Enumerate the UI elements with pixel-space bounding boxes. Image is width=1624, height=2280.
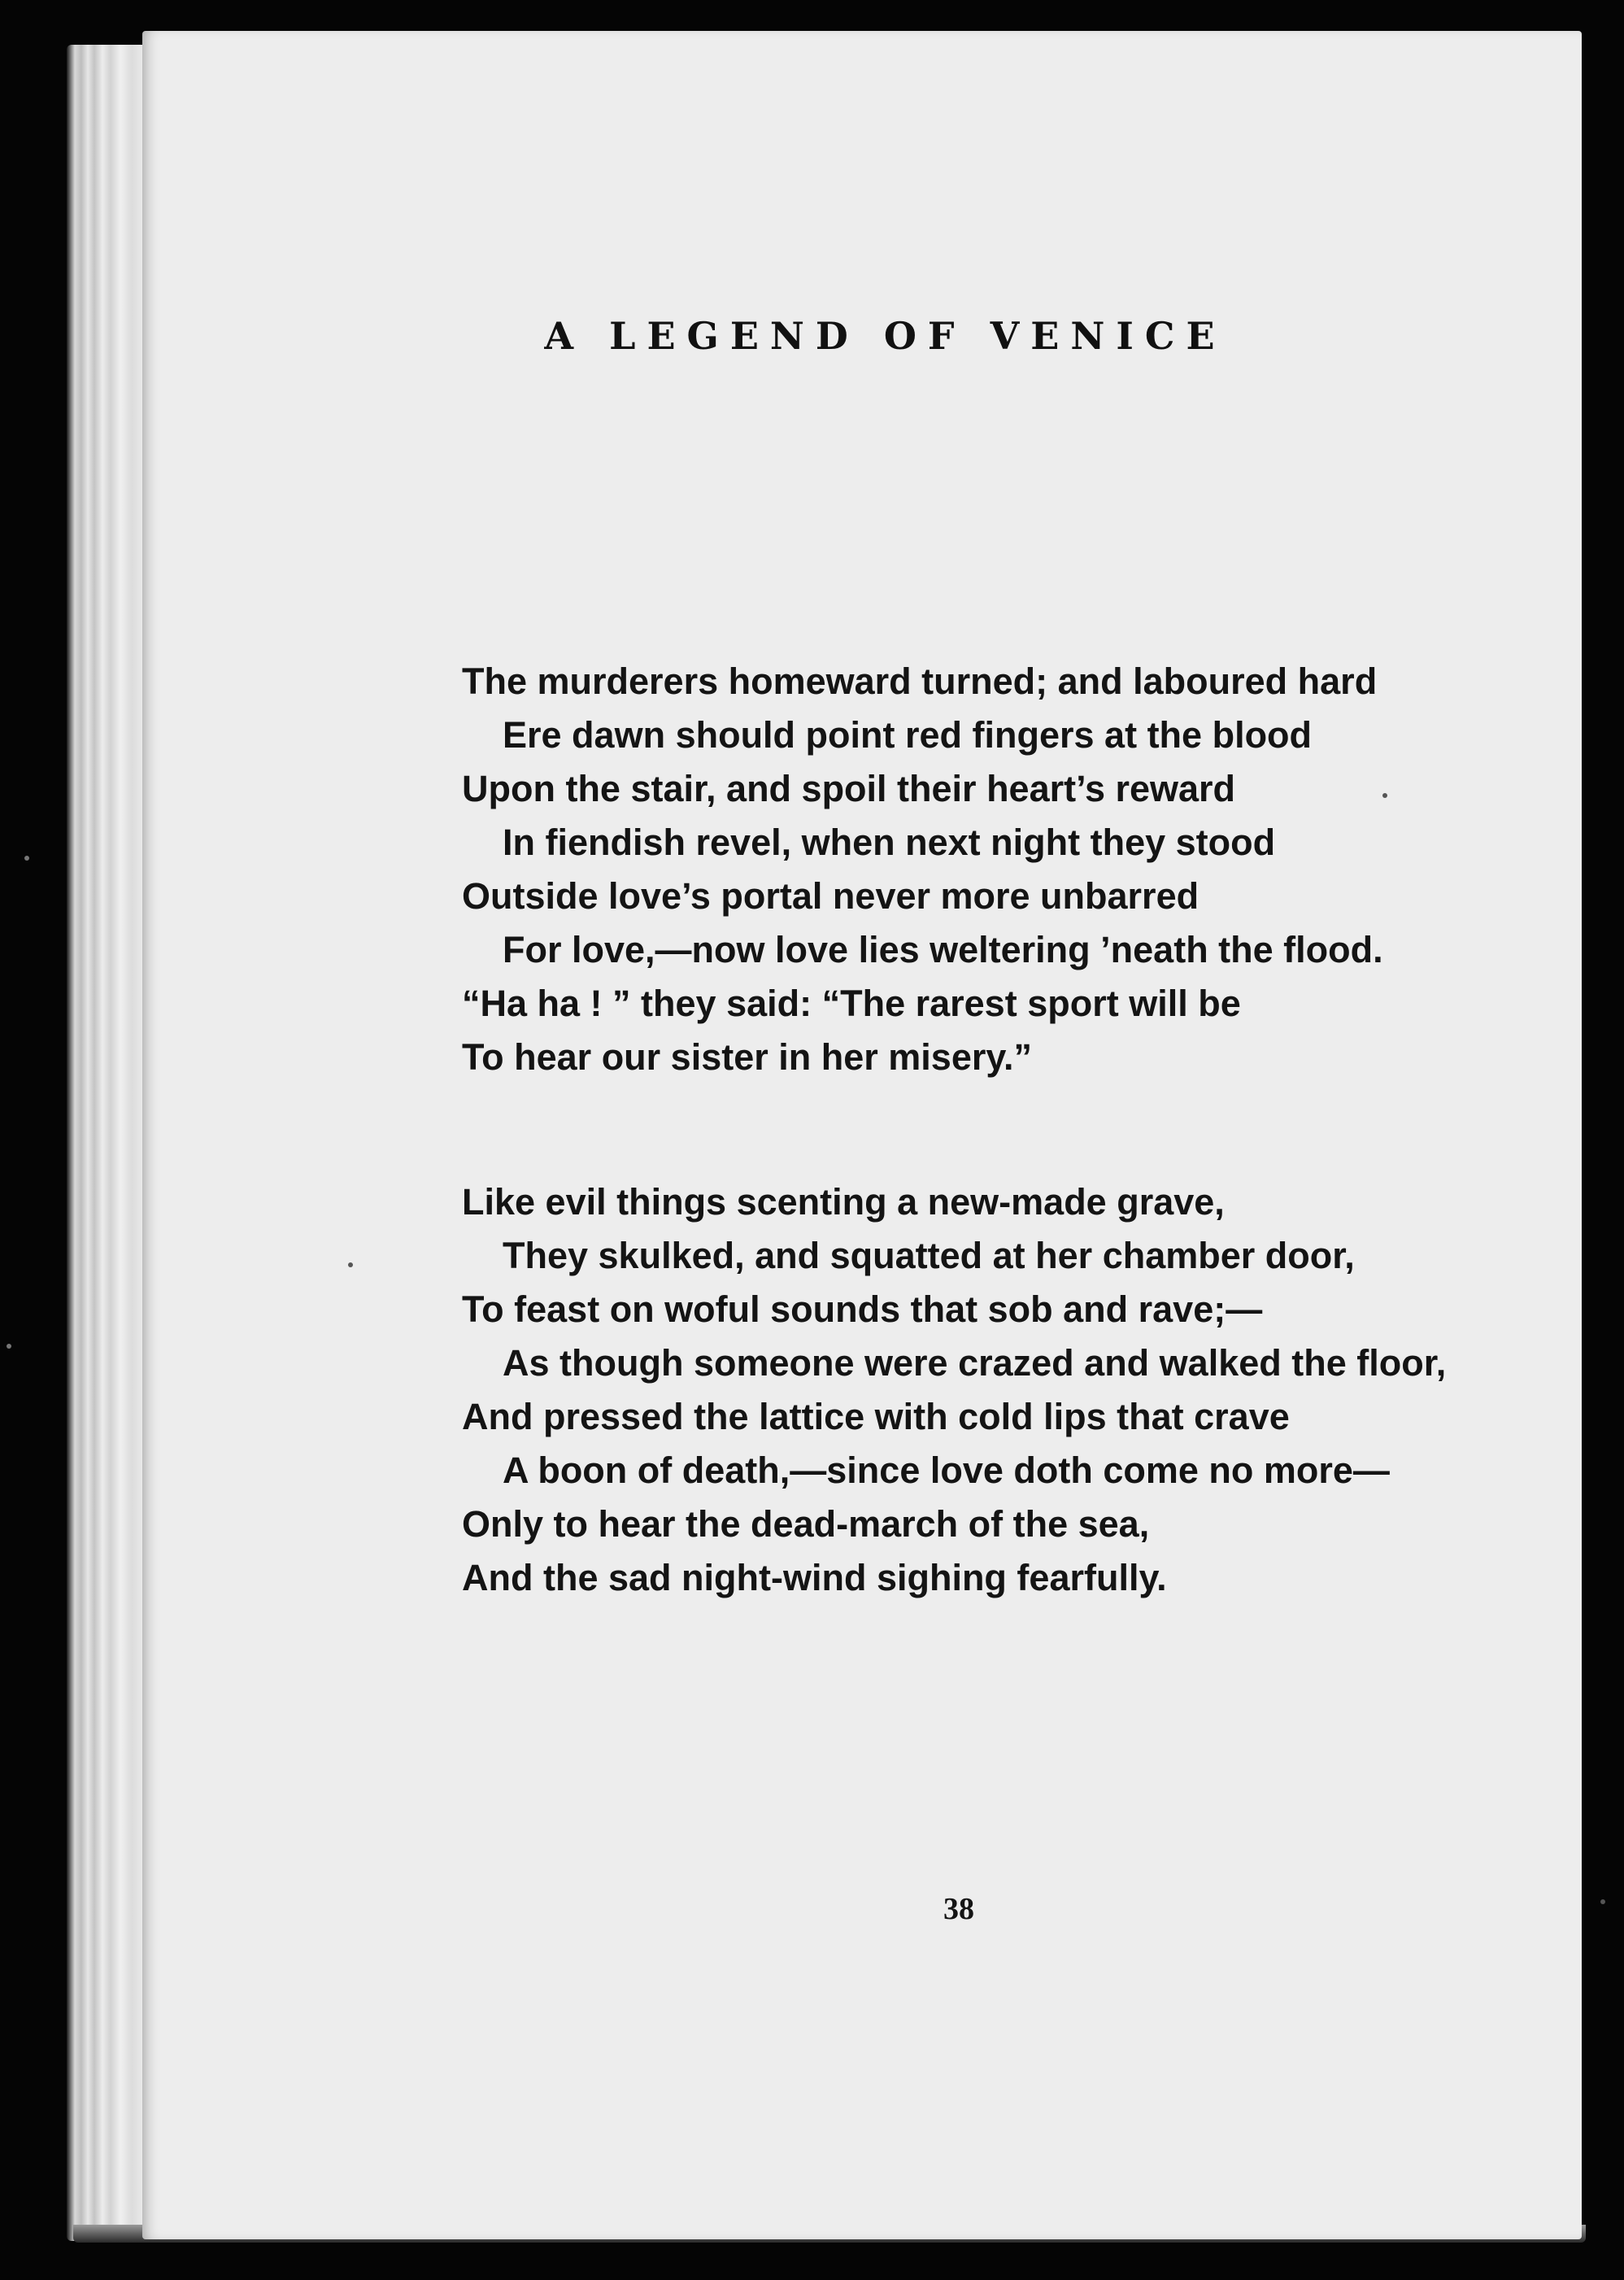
- poem-title: A LEGEND OF VENICE: [544, 314, 1226, 358]
- poem-line: A boon of death,—since love doth come no more—: [503, 1450, 1390, 1491]
- poem-line: To hear our sister in her misery.”: [462, 1036, 1033, 1078]
- poem-line: And the sad night-wind sighing fearfully.: [462, 1557, 1167, 1598]
- poem-line: Like evil things scenting a new-made grave,: [462, 1181, 1225, 1223]
- dust-speck: [24, 856, 29, 861]
- poem-line: They skulked, and squatted at her chamber door,: [503, 1235, 1355, 1276]
- dust-speck: [348, 1262, 353, 1267]
- poem-line: Upon the stair, and spoil their heart’s reward: [462, 768, 1236, 809]
- dust-speck: [1600, 1899, 1605, 1904]
- poem-line: Outside love’s portal never more unbarred: [462, 875, 1199, 917]
- poem-line: And pressed the lattice with cold lips that crave: [462, 1396, 1290, 1437]
- poem-line: Ere dawn should point red fingers at the blood: [503, 714, 1313, 756]
- poem-line: “Ha ha ! ” they said: “The rarest sport will be: [462, 983, 1241, 1024]
- poem-line: In fiendish revel, when next night they stood: [503, 822, 1276, 863]
- page-number: 38: [943, 1892, 974, 1926]
- stanza-1: [462, 655, 1519, 1084]
- poem-line: For love,—now love lies weltering ’neath the flood.: [503, 929, 1383, 970]
- poem-line: To feast on woful sounds that sob and rave;—: [462, 1288, 1263, 1330]
- poem-line: Only to hear the dead-march of the sea,: [462, 1503, 1150, 1545]
- stanza-2: [462, 1175, 1519, 1605]
- poem-line: As though someone were crazed and walked the floor,: [503, 1342, 1447, 1384]
- poem-body: [462, 655, 1519, 1696]
- poem-line: The murderers homeward turned; and laboured hard: [462, 660, 1378, 702]
- dust-speck: [1382, 793, 1387, 798]
- dust-speck: [7, 1344, 11, 1349]
